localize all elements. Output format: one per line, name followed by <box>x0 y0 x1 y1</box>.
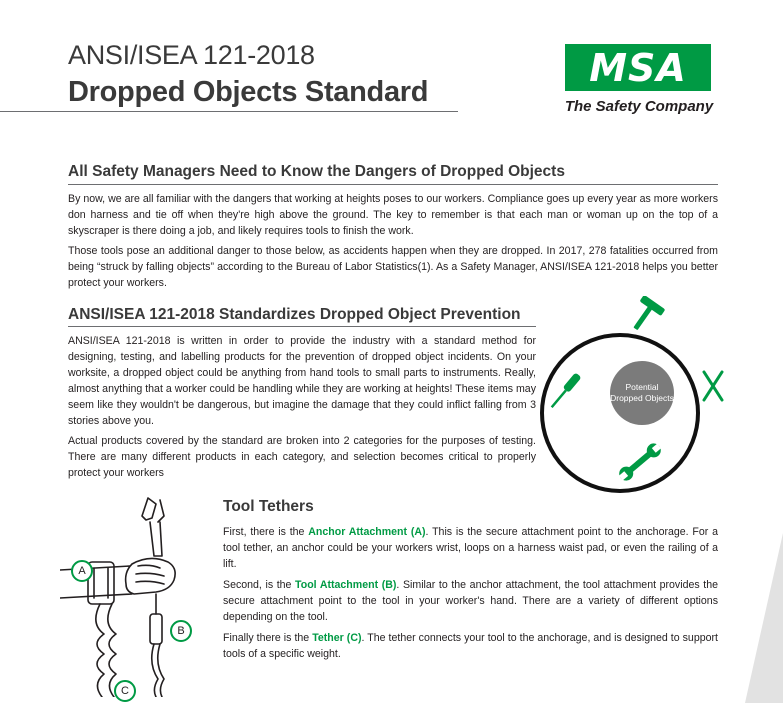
callout-b-label: B <box>177 625 185 637</box>
section1-rule <box>68 184 718 185</box>
callout-c <box>114 680 136 702</box>
section1-para1: By now, we are all familiar with the dangers that working at heights poses to our workers. Compliance goes up every year as more workers don harness and tie off when they're high above the ground. The key to remember is that each man or woman up on the top of a skyscraper is there doing a job, and likely requires tools to finish the work. <box>68 193 718 237</box>
dropped-objects-center <box>610 361 674 425</box>
tool-attachment-term: Tool Attachment (B) <box>295 579 397 591</box>
section1-heading: All Safety Managers Need to Know the Dangers of Dropped Objects <box>68 163 565 180</box>
p1-pre: First, there is the <box>223 526 309 538</box>
callout-b <box>170 620 192 642</box>
section2-para2: Actual products covered by the standard are broken into 2 categories for the purposes of testing. There are many different products in each category, and selection becomes critical to properly protect your workers <box>68 435 536 479</box>
callout-c-label: C <box>121 685 129 697</box>
title-line-2: Dropped Objects Standard <box>68 76 429 108</box>
hammer-icon <box>620 296 670 336</box>
section3-para1 <box>223 524 718 572</box>
p3-post: . The tether connects your tool to the anchorage, and is designed to support tools of a specific weight. <box>223 632 718 660</box>
screwdriver-icon <box>545 368 585 414</box>
p3-pre: Finally there is the <box>223 632 313 644</box>
tool-tether-illustration <box>60 494 200 697</box>
section3-para3 <box>223 630 718 662</box>
callout-a <box>71 560 93 582</box>
p1-post: . This is the secure attachment point to the anchorage. For a tool tether, an anchor could be your workers wrist, loops on a harness waist pad, or even the railing of a lift. <box>223 526 718 570</box>
center-label: Potential Dropped Objects <box>610 382 674 403</box>
logo-tagline: The Safety Company <box>564 98 714 115</box>
p2-post: . Similar to the anchor attachment, the tool attachment provides the secure attachment point to the tool in your worker's hand. There are a variety of different options depending on the tool. <box>223 579 718 623</box>
logo-brand: MSA <box>589 45 687 90</box>
callout-a-label: A <box>78 565 86 577</box>
anchor-attachment-term: Anchor Attachment (A) <box>308 526 426 538</box>
tether-term: Tether (C) <box>312 632 362 644</box>
page-corner-decoration <box>745 533 783 703</box>
wrench-icon <box>614 440 666 484</box>
section3-para2 <box>223 577 718 625</box>
title-line-1: ANSI/ISEA 121-2018 <box>68 40 315 70</box>
section2-heading: ANSI/ISEA 121-2018 Standardizes Dropped Object Prevention <box>68 306 521 323</box>
title-rule <box>0 111 458 112</box>
pliers-icon <box>698 366 728 406</box>
p2-pre: Second, is the <box>223 579 296 591</box>
section1-para2: Those tools pose an additional danger to those below, as accidents happen when they are dropped. In 2017, 278 fatalities occurred from being “struck by falling objects” according to the Bureau of Labor Statistics(1). As a Safety Manager, ANSI/ISEA 121-2018 helps you better protect your workers. <box>68 245 718 289</box>
msa-logo <box>565 44 711 91</box>
section2-rule <box>68 326 536 327</box>
section2-para1: ANSI/ISEA 121-2018 is written in order to provide the industry with a standard method for designing, testing, and labelling products for the prevention of dropped object incidents. On your worksite, a dropped object could be anything from hand tools to small parts to instruments. Really, almost anything that a worker could be handling while they are working at heights! These items may seem like they wouldn't be dangerous, but imagine the damage that they could inflict falling from 3 stories above you. <box>68 335 536 427</box>
section3-heading: Tool Tethers <box>223 498 314 515</box>
